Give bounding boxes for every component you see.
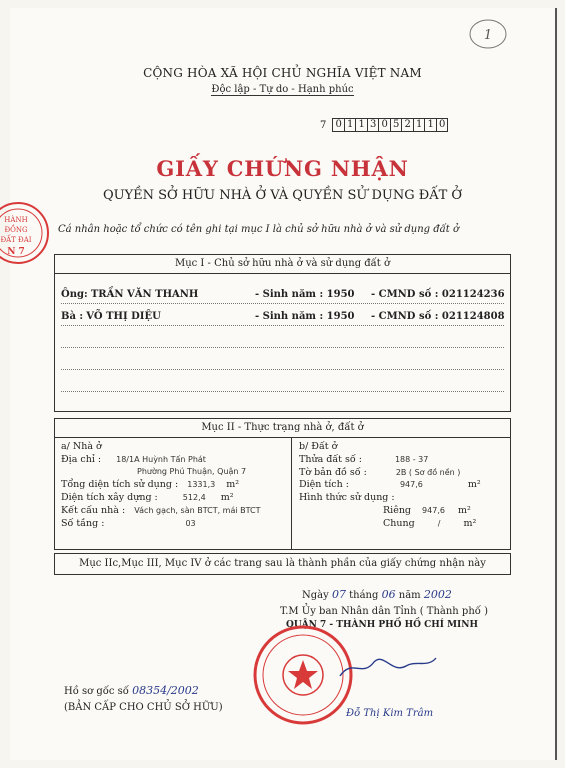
owner-2-birth: - Sinh năm : 1950 — [255, 311, 355, 322]
unit-m2: m² — [457, 505, 471, 516]
map-value: 2B ( Sơ đồ nền ) — [395, 468, 461, 477]
land-area — [299, 479, 481, 490]
motto — [10, 84, 555, 95]
house-floors — [61, 518, 196, 529]
signature-mark — [332, 648, 442, 688]
date-month: 06 — [381, 588, 396, 601]
plot-label: Thửa đất số : — [299, 454, 362, 465]
land-private — [383, 505, 471, 516]
land-area-value: 947,6 — [399, 480, 423, 489]
house-build-area — [61, 492, 234, 503]
intro-text: Cá nhân hoặc tổ chức có tên ghi tại mục I là chủ sở hữu nhà ở và sử dụng đất ở — [58, 224, 459, 235]
land-title: b/ Đất ở — [299, 441, 338, 452]
column-divider — [291, 437, 292, 549]
page-number-mark — [465, 16, 511, 52]
issuing-authority: T.M Ủy ban Nhân dân Tỉnh ( Thành phố ) — [280, 606, 488, 617]
serial-digit: 1 — [345, 119, 357, 131]
section-owners — [54, 254, 511, 412]
serial-boxes — [332, 118, 448, 132]
document-subtitle: QUYỀN SỞ HỮU NHÀ Ở VÀ QUYỀN SỬ DỤNG ĐẤT Ở — [102, 188, 463, 203]
house-address — [61, 454, 206, 465]
private-label: Riêng — [383, 505, 412, 516]
total-area-label: Tổng diện tích sử dụng : — [61, 479, 179, 490]
house-address-line2: Phường Phú Thuận, Quận 7 — [137, 467, 247, 476]
unit-m2: m² — [226, 479, 240, 490]
private-value: 947,6 — [422, 506, 445, 515]
record-label: Hồ sơ gốc số — [64, 686, 129, 697]
total-area-value: 1331,3 — [187, 480, 216, 489]
land-area-label: Diện tích : — [299, 479, 349, 490]
section-property-heading: Mục II - Thực trạng nhà ở, đất ở — [55, 419, 510, 438]
country-header: CỘNG HÒA XÃ HỘI CHỦ NGHĨA VIỆT NAM — [143, 66, 422, 80]
structure-value: Vách gạch, sàn BTCT, mái BTCT — [134, 506, 261, 515]
dotted-line — [61, 303, 504, 304]
unit-m2: m² — [220, 492, 234, 503]
owner-2 — [61, 311, 161, 322]
motto-text: Độc lập - Tự do - Hạnh phúc — [211, 84, 354, 95]
dotted-line — [61, 391, 504, 392]
owner-2-name: VÕ THỊ DIỆU — [86, 311, 161, 322]
floors-label: Số tầng : — [61, 518, 105, 529]
land-usage-label: Hình thức sử dụng : — [299, 492, 395, 503]
serial-digit: 0 — [333, 119, 345, 131]
serial-number — [320, 118, 448, 132]
build-area-label: Diện tích xây dựng : — [61, 492, 158, 503]
house-total-area — [61, 479, 239, 490]
build-area-value: 512,4 — [182, 493, 206, 502]
section-owners-heading: Mục I - Chủ sở hữu nhà ở và sử dụng đất ở — [55, 255, 510, 274]
house-title: a/ Nhà ở — [61, 441, 102, 452]
house-address-line1: 18/1A Huỳnh Tấn Phát — [116, 455, 206, 464]
serial-digit: 1 — [414, 119, 426, 131]
serial-digit: 5 — [391, 119, 403, 131]
owner-1-label: Ông: — [61, 289, 88, 300]
serial-digit: 1 — [425, 119, 437, 131]
date-day: 07 — [331, 588, 346, 601]
year-label: năm — [398, 590, 421, 601]
page-mark-text: 1 — [483, 28, 493, 43]
shared-value: / — [437, 519, 441, 528]
floors-value: 03 — [185, 519, 196, 528]
map-label: Tờ bản đồ số : — [299, 467, 367, 478]
serial-digit: 0 — [379, 119, 391, 131]
issue-date — [302, 588, 452, 601]
stamp-line-4: N 7 — [7, 247, 25, 257]
house-structure — [61, 505, 261, 516]
serial-digit: 3 — [368, 119, 380, 131]
serial-prefix: 7 — [320, 119, 327, 131]
owner-1-id: - CMND số : 021124236 — [371, 289, 505, 300]
month-label: tháng — [349, 590, 379, 601]
owner-1-birth: - Sinh năm : 1950 — [255, 289, 355, 300]
unit-m2: m² — [463, 518, 477, 529]
dotted-line — [61, 347, 504, 348]
dotted-line — [61, 325, 504, 326]
land-plot — [299, 454, 428, 465]
stamp-line-1: HÀNH — [4, 216, 28, 224]
copy-note: (BẢN CẤP CHO CHỦ SỞ HỮU) — [64, 702, 223, 713]
structure-label: Kết cấu nhà : — [61, 505, 126, 516]
record-value: 08354/2002 — [132, 684, 199, 697]
land-map — [299, 467, 460, 478]
record-number — [64, 684, 199, 697]
issuing-district: QUẬN 7 - THÀNH PHỐ HỒ CHÍ MINH — [286, 620, 478, 630]
land-shared — [383, 518, 476, 529]
note-row: Mục IIc,Mục III, Mục IV ở các trang sau là thành phần của giấy chứng nhận này — [54, 553, 511, 575]
owner-1-name: TRẦN VĂN THANH — [90, 289, 199, 300]
shared-label: Chung — [383, 518, 415, 529]
date-prefix: Ngày — [302, 590, 329, 601]
owner-2-id: - CMND số : 021124808 — [371, 311, 505, 322]
document-title: GIẤY CHỨNG NHẬN — [156, 156, 409, 181]
serial-digit: 0 — [438, 119, 446, 130]
section-property — [54, 418, 511, 550]
owner-2-label: Bà : — [61, 311, 84, 322]
serial-digit: 2 — [402, 119, 414, 131]
serial-digit: 1 — [356, 119, 368, 131]
unit-m2: m² — [467, 479, 481, 490]
certificate-page — [0, 8, 557, 760]
date-year: 2002 — [423, 588, 452, 601]
signer-name: Đỗ Thị Kim Trâm — [346, 708, 434, 719]
dotted-line — [61, 369, 504, 370]
stamp-line-2: ĐỒNG — [4, 226, 28, 234]
owner-1 — [61, 289, 198, 300]
stamp-line-3: ĐẤT ĐAI — [0, 236, 32, 244]
plot-value: 188 - 37 — [394, 455, 429, 464]
house-address-label: Địa chỉ : — [61, 454, 102, 465]
